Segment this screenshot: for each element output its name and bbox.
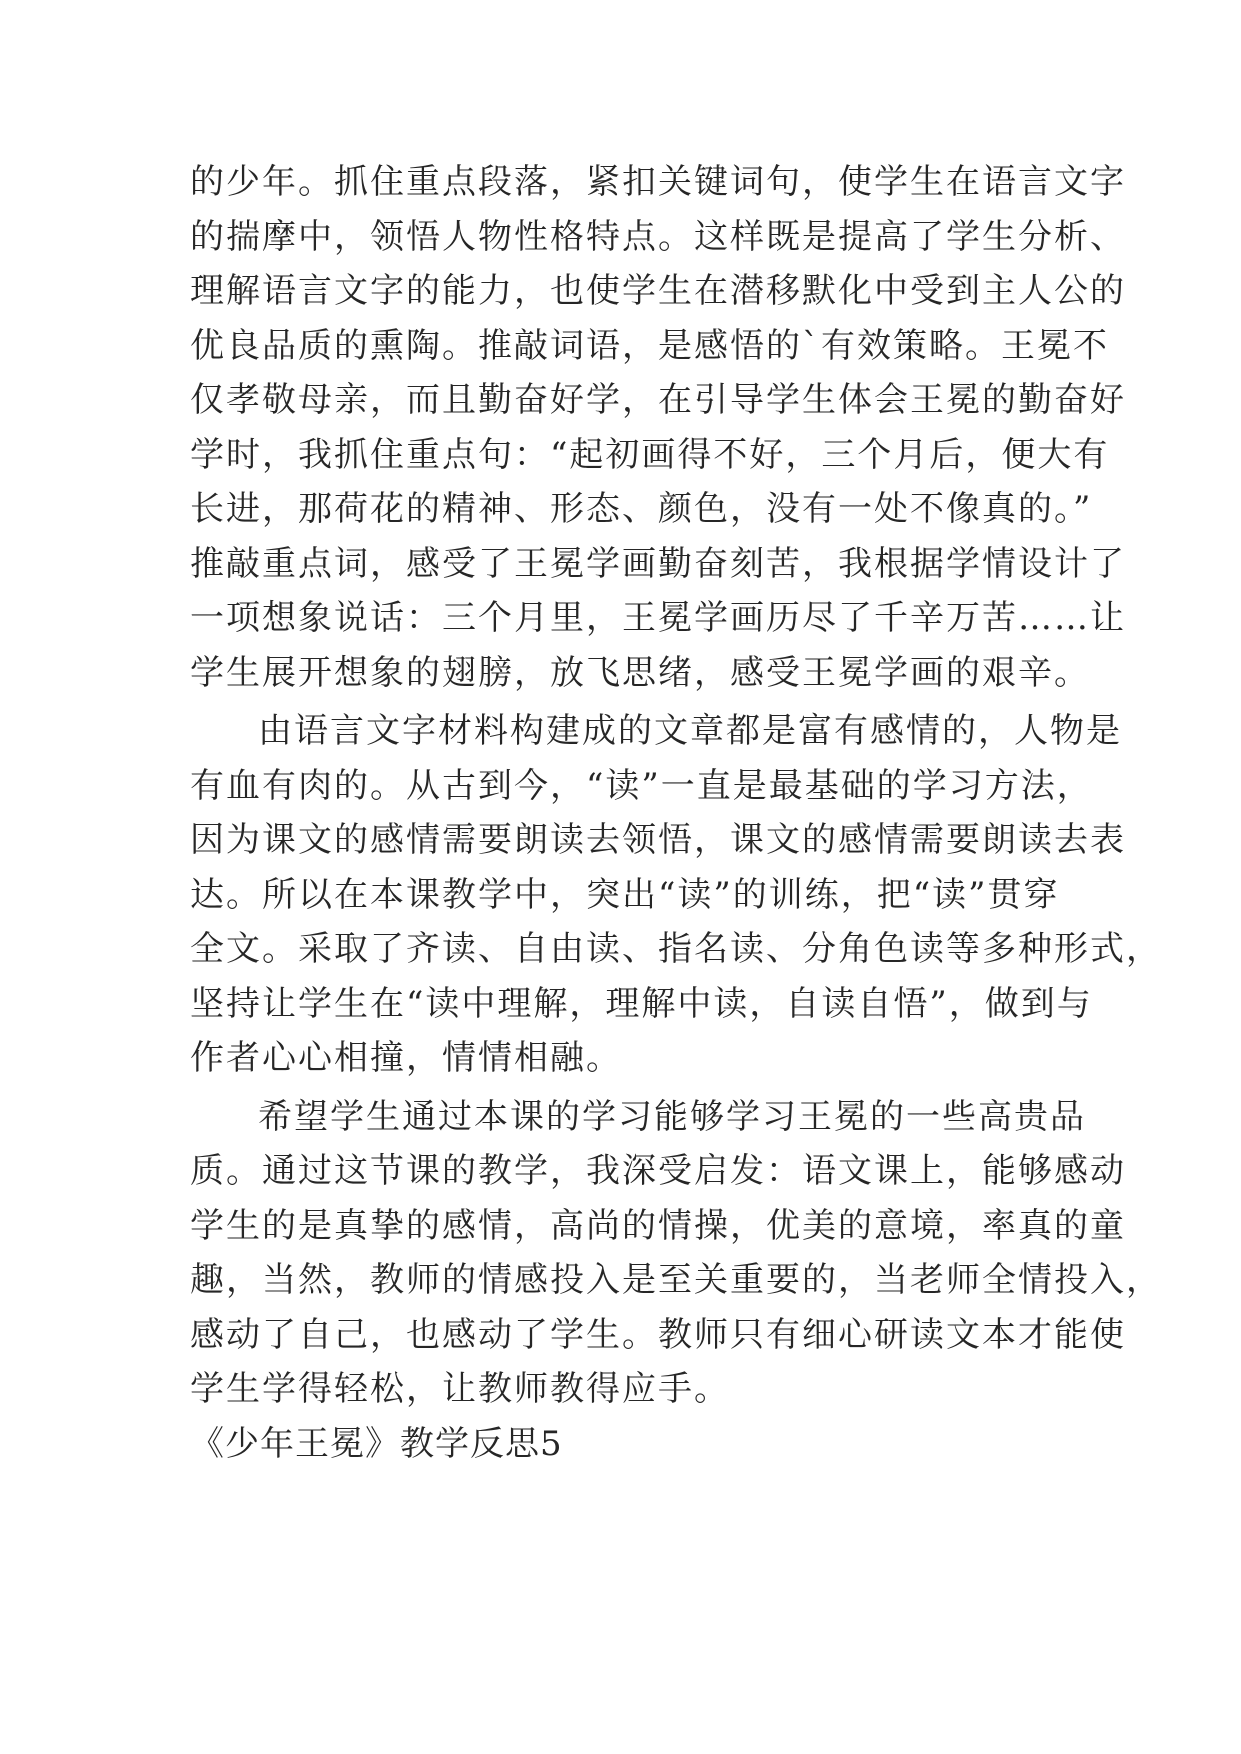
text-line: 有血有肉的。从古到今，“读”一直是最基础的学习方法， <box>190 765 1093 806</box>
text-line: 学生的是真挚的感情，高尚的情操，优美的意境，率真的童 <box>190 1205 1126 1246</box>
text-line: 一项想象说话：三个月里，王冕学画历尽了千辛万苦……让 <box>190 598 1126 638</box>
text-line: 达。所以在本课教学中，突出“读”的训练，把“读”贯穿 <box>190 874 1060 915</box>
document-body <box>190 155 1162 1471</box>
text-line: 趣，当然，教师的情感投入是至关重要的，当老师全情投入， <box>190 1260 1162 1300</box>
text-line: 的揣摩中，领悟人物性格特点。这样既是提高了学生分析、 <box>190 216 1126 257</box>
text-line: 感动了自己，也感动了学生。教师只有细心研读文本才能使 <box>190 1314 1126 1355</box>
paragraph-2 <box>190 704 1162 1086</box>
section-heading: 《少年王冕》教学反思5 <box>190 1423 563 1464</box>
text-line: 全文。采取了齐读、自由读、指名读、分角色读等多种形式， <box>190 929 1162 969</box>
text-line: 坚持让学生在“读中理解，理解中读，自读自悟”，做到与 <box>190 983 1093 1024</box>
text-line: 学生学得轻松，让教师教得应手。 <box>190 1369 730 1409</box>
text-line: 学时，我抓住重点句：“起初画得不好，三个月后，便大有 <box>190 434 1110 475</box>
text-line: 的少年。抓住重点段落，紧扣关键词句，使学生在语言文字 <box>190 162 1126 202</box>
text-line: 优良品质的熏陶。推敲词语，是感悟的`有效策略。王冕不 <box>190 325 1109 366</box>
text-line: 长进，那荷花的精神、形态、颜色，没有一处不像真的。” <box>190 489 1093 529</box>
text-line: 仅孝敬母亲，而且勤奋好学，在引导学生体会王冕的勤奋好 <box>190 380 1126 420</box>
paragraph-1 <box>190 155 1126 700</box>
text-line: 学生展开想象的翅膀，放飞思绪，感受王冕学画的艰辛。 <box>190 652 1090 693</box>
text-line: 希望学生通过本课的学习能够学习王冕的一些高贵品 <box>258 1096 1086 1137</box>
text-line: 因为课文的感情需要朗读去领悟，课文的感情需要朗读去表 <box>190 820 1126 860</box>
text-line: 理解语言文字的能力，也使学生在潜移默化中受到主人公的 <box>190 271 1126 311</box>
text-line: 作者心心相撞，情情相融。 <box>190 1038 622 1078</box>
text-line: 由语言文字材料构建成的文章都是富有感情的，人物是 <box>258 711 1122 751</box>
text-line: 推敲重点词，感受了王冕学画勤奋刻苦，我根据学情设计了 <box>190 543 1126 584</box>
paragraph-3 <box>190 1090 1162 1417</box>
text-line: 质。通过这节课的教学，我深受启发：语文课上，能够感动 <box>190 1151 1126 1191</box>
